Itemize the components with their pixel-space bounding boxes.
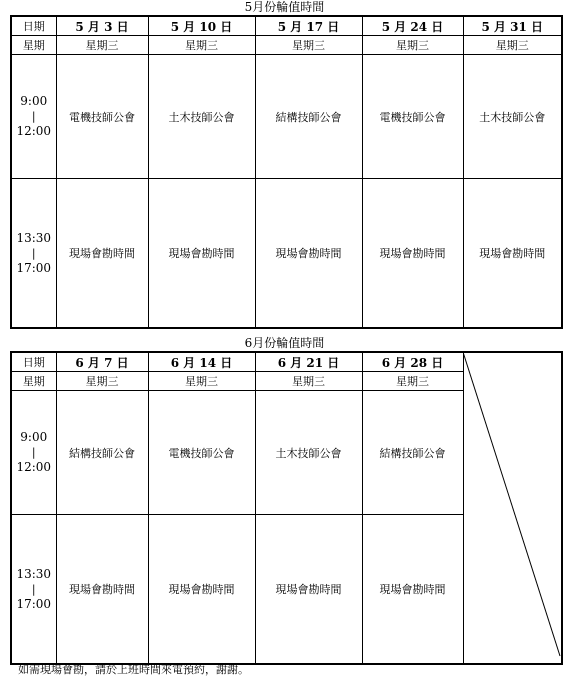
time-separator: | xyxy=(31,446,36,459)
morning-row xyxy=(11,55,562,179)
weekday-row-label: 星期 xyxy=(11,36,56,55)
inspection-cell: 現場會勘時間 xyxy=(463,179,562,329)
date-cell: 5 月 3 日 xyxy=(56,16,148,36)
time-end: 17:00 xyxy=(16,596,52,611)
time-start: 9:00 xyxy=(20,94,48,108)
inspection-cell: 現場會勘時間 xyxy=(56,515,148,665)
inspection-cell: 現場會勘時間 xyxy=(362,179,463,329)
date-cell: 5 月 17 日 xyxy=(255,16,362,36)
inspection-cell: 現場會勘時間 xyxy=(362,515,463,665)
weekday-cell: 星期三 xyxy=(148,372,255,391)
afternoon-row xyxy=(11,179,562,329)
weekday-cell: 星期三 xyxy=(255,372,362,391)
date-row xyxy=(11,352,562,372)
time-start: 13:30 xyxy=(16,230,52,245)
june-schedule-title: 6月份輪值時間 xyxy=(244,336,325,350)
morning-time-label xyxy=(11,55,56,179)
time-start: 13:30 xyxy=(16,566,52,581)
june-schedule-table xyxy=(10,351,563,665)
duty-cell: 結構技師公會 xyxy=(56,391,148,515)
date-row-label: 日期 xyxy=(11,16,56,36)
time-end: 12:00 xyxy=(16,460,52,474)
inspection-cell: 現場會勘時間 xyxy=(255,515,362,665)
duty-cell: 結構技師公會 xyxy=(362,391,463,515)
date-cell: 5 月 24 日 xyxy=(362,16,463,36)
empty-crossed-cell xyxy=(463,352,562,664)
may-schedule-table xyxy=(10,15,563,329)
duty-cell: 土木技師公會 xyxy=(463,55,562,179)
weekday-cell: 星期三 xyxy=(148,36,255,55)
date-cell: 6 月 28 日 xyxy=(362,352,463,372)
weekday-cell: 星期三 xyxy=(56,372,148,391)
time-end: 17:00 xyxy=(16,260,52,275)
date-cell: 6 月 14 日 xyxy=(148,352,255,372)
time-start: 9:00 xyxy=(20,430,48,444)
weekday-cell: 星期三 xyxy=(362,36,463,55)
time-separator: | xyxy=(31,582,36,596)
weekday-row xyxy=(11,36,562,55)
time-separator: | xyxy=(31,110,36,123)
weekday-cell: 星期三 xyxy=(362,372,463,391)
inspection-cell: 現場會勘時間 xyxy=(56,179,148,329)
duty-cell: 電機技師公會 xyxy=(362,55,463,179)
inspection-cell: 現場會勘時間 xyxy=(148,515,255,665)
duty-cell: 結構技師公會 xyxy=(255,55,362,179)
duty-cell: 電機技師公會 xyxy=(148,391,255,515)
time-separator: | xyxy=(31,246,36,260)
may-schedule-title: 5月份輪值時間 xyxy=(244,0,325,14)
date-cell: 5 月 31 日 xyxy=(463,16,562,36)
inspection-cell: 現場會勘時間 xyxy=(255,179,362,329)
weekday-cell: 星期三 xyxy=(463,36,562,55)
date-cell: 5 月 10 日 xyxy=(148,16,255,36)
weekday-cell: 星期三 xyxy=(56,36,148,55)
time-end: 12:00 xyxy=(16,124,52,138)
date-cell: 6 月 7 日 xyxy=(56,352,148,372)
date-row xyxy=(11,16,562,36)
duty-cell: 電機技師公會 xyxy=(56,55,148,179)
duty-cell: 土木技師公會 xyxy=(255,391,362,515)
afternoon-time-label xyxy=(11,515,56,665)
date-cell: 6 月 21 日 xyxy=(255,352,362,372)
weekday-row-label: 星期 xyxy=(11,372,56,391)
footer-note: 如需現場會勘，請於上班時間來電預約，謝謝。 xyxy=(18,663,249,676)
inspection-cell: 現場會勘時間 xyxy=(148,179,255,329)
duty-cell: 土木技師公會 xyxy=(148,55,255,179)
date-row-label: 日期 xyxy=(11,352,56,372)
weekday-cell: 星期三 xyxy=(255,36,362,55)
afternoon-time-label xyxy=(11,179,56,329)
morning-time-label xyxy=(11,391,56,515)
